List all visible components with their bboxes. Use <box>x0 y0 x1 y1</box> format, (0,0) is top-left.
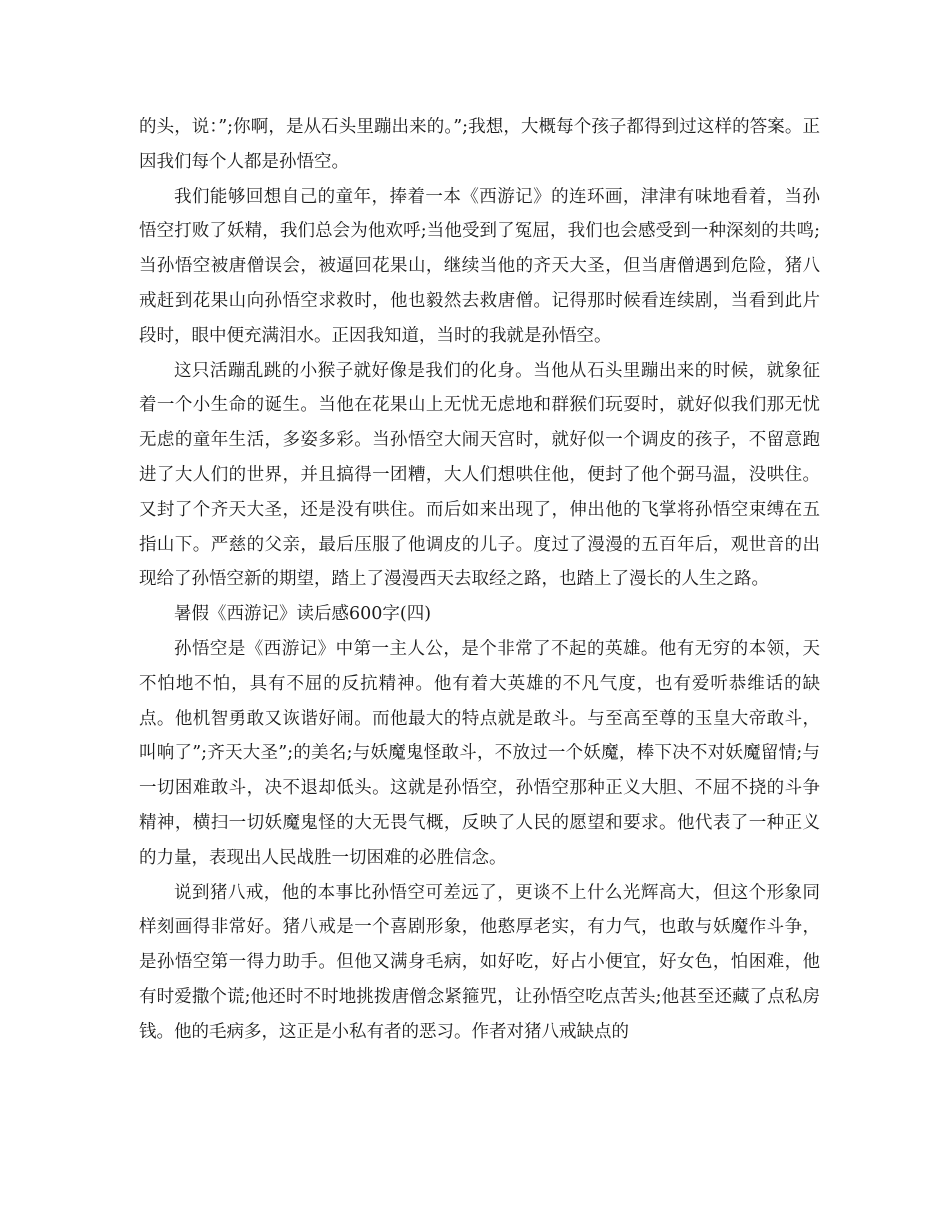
paragraph-6: 说到猪八戒，他的本事比孙悟空可差远了，更谈不上什么光辉高大，但这个形象同样刻画得非常好。猪八戒是一个喜剧形象，他憨厚老实，有力气，也敢与妖魔作斗争，是孙悟空第一得力助手。但他又满身毛病，如好吃，好占小便宜，好女色，怕困难，他有时爱撒个谎;他还时不时地挑拨唐僧念紧箍咒，让孙悟空吃点苦头;他甚至还藏了点私房钱。他的毛病多，这正是小私有者的恶习。作者对猪八戒缺点的 <box>139 882 820 1042</box>
paragraph-5: 孙悟空是《西游记》中第一主人公，是个非常了不起的英雄。他有无穷的本领，天不怕地不怕，具有不屈的反抗精神。他有着大英雄的不凡气度，也有爱听恭维话的缺点。他机智勇敢又诙谐好闹。而他最大的特点就是敢斗。与至高至尊的玉皇大帝敢斗，叫响了”;齐天大圣”;的美名;与妖魔鬼怪敢斗，不放过一个妖魔，棒下决不对妖魔留情;与一切困难敢斗，决不退却低头。这就是孙悟空，孙悟空那种正义大胆、不屈不挠的斗争精神，横扫一切妖魔鬼怪的大无畏气概，反映了人民的愿望和要求。他代表了一种正义的力量，表现出人民战胜一切困难的必胜信念。 <box>139 638 820 868</box>
section-heading: 暑假《西游记》读后感600字(四) <box>174 604 432 625</box>
paragraph-3: 这只活蹦乱跳的小猴子就好像是我们的化身。当他从石头里蹦出来的时候，就象征着一个小生命的诞生。当他在花果山上无忧无虑地和群猴们玩耍时，就好似我们那无忧无虑的童年生活，多姿多彩。当孙悟空大闹天宫时，就好似一个调皮的孩子，不留意跑进了大人们的世界，并且搞得一团糟，大人们想哄住他，便封了他个弼马温，没哄住。又封了个齐天大圣，还是没有哄住。而后如来出现了，伸出他的飞掌将孙悟空束缚在五指山下。严慈的父亲，最后压服了他调皮的儿子。度过了漫漫的五百年后，观世音的出现给了孙悟空新的期望，踏上了漫漫西天去取经之路，也踏上了漫长的人生之路。 <box>139 360 820 590</box>
paragraph-1: 的头，说：”;你啊，是从石头里蹦出来的。”;我想，大概每个孩子都得到过这样的答案。正因我们每个人都是孙悟空。 <box>139 117 820 172</box>
paragraph-2: 我们能够回想自己的童年，捧着一本《西游记》的连环画，津津有味地看着，当孙悟空打败了妖精，我们总会为他欢呼;当他受到了冤屈，我们也会感受到一种深刻的共鸣;当孙悟空被唐僧误会，被逼回花果山，继续当他的齐天大圣，但当唐僧遇到危险，猪八戒赶到花果山向孙悟空求救时，他也毅然去救唐僧。记得那时候看连续剧，当看到此片段时，眼中便充满泪水。正因我知道，当时的我就是孙悟空。 <box>139 186 820 346</box>
